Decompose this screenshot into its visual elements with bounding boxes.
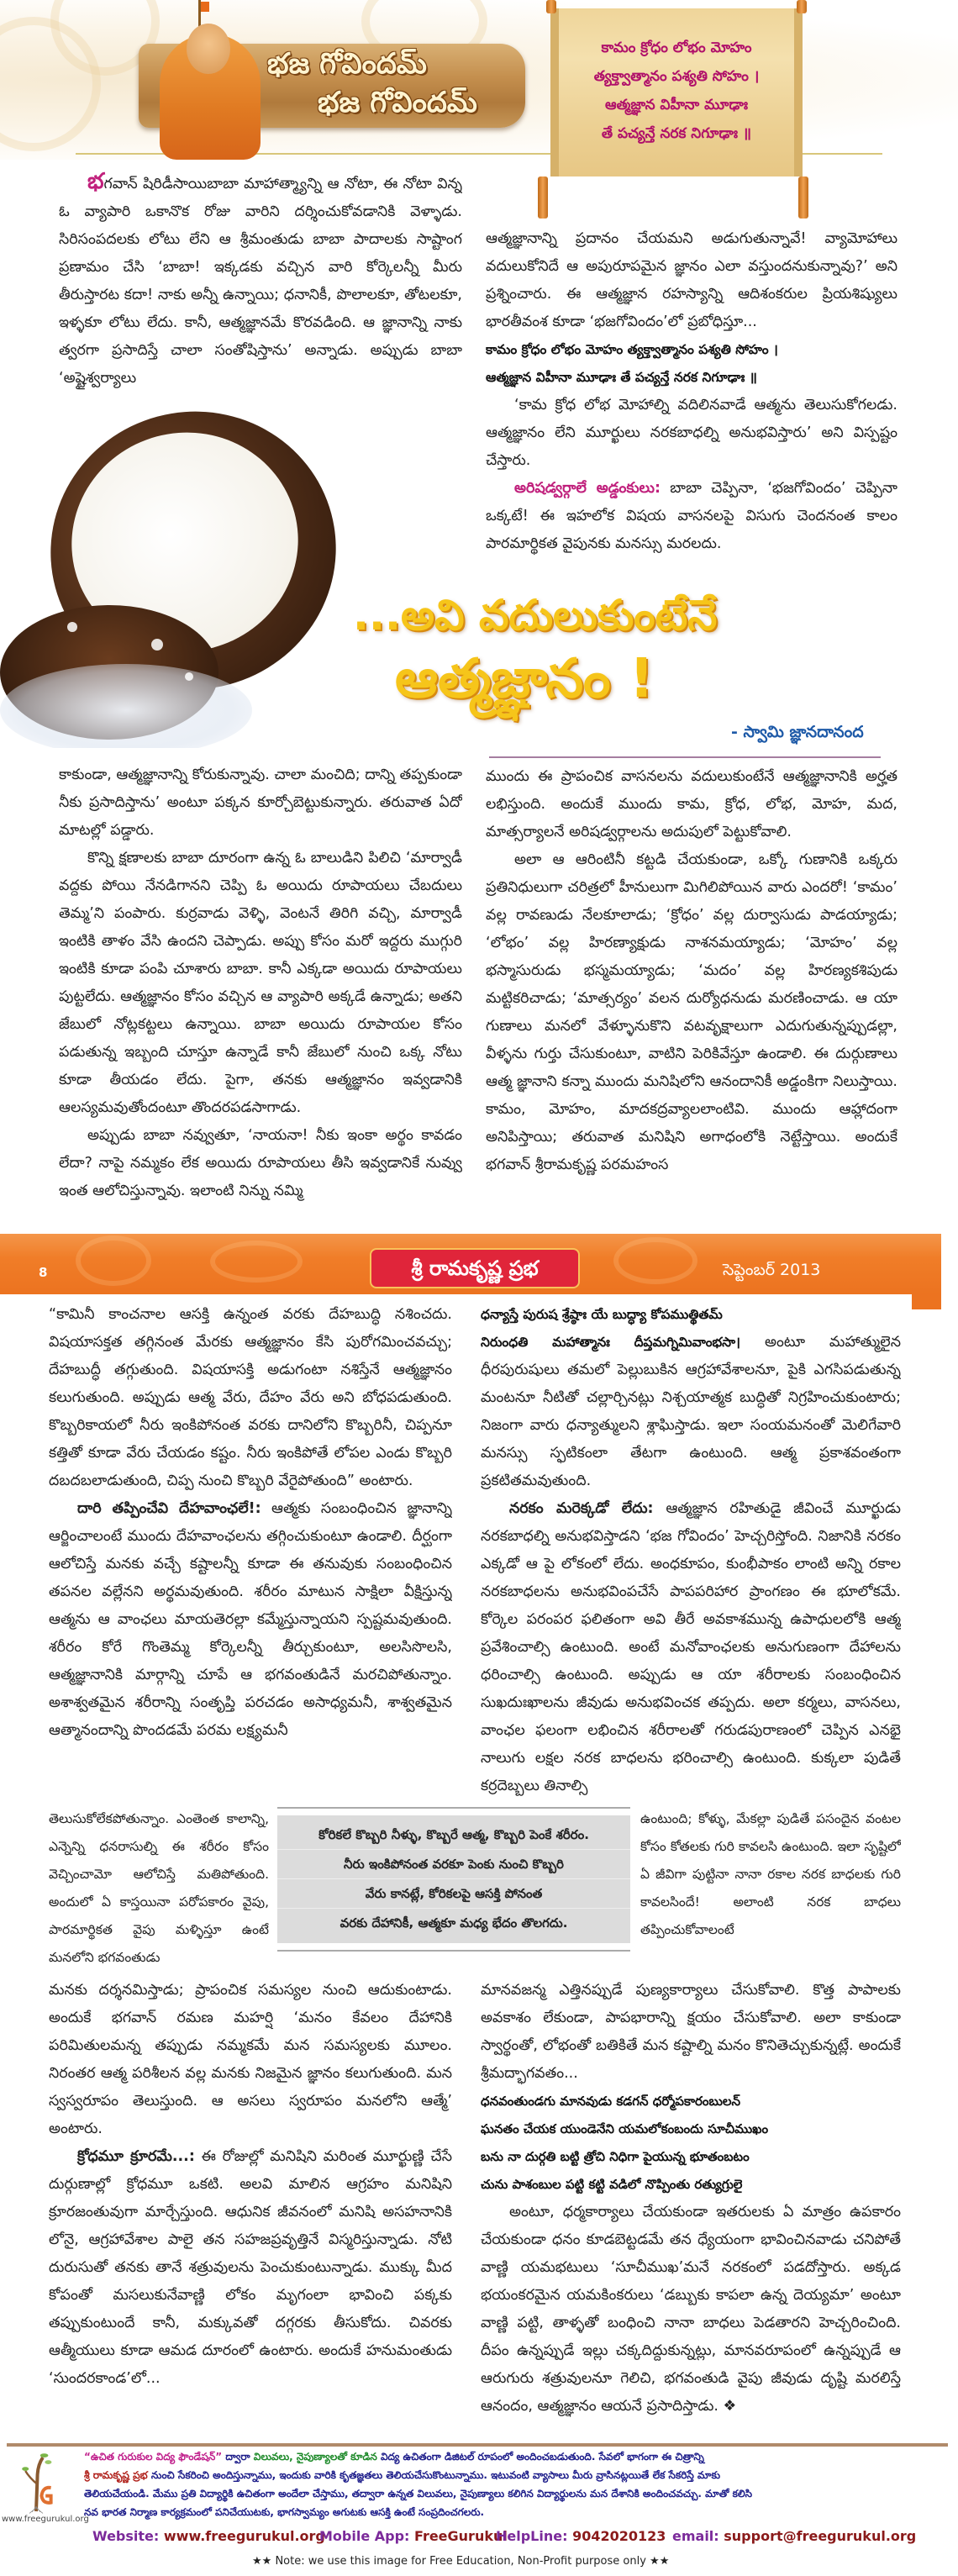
verse-line: ధన్యాస్తే పురుష శ్రేష్ఠాః యే బుద్ధ్యా కోపముత్థితమ్ xyxy=(481,1307,723,1322)
intro-text: గవాన్ షిరిడీసాయిబాబా మాహాత్మ్యాన్ని ఆ నోటా, ఈ నోటా విన్న ఓ వ్యాపారి ఒకానొక రోజు వారిని దర్శించుకోవడానికి వెళ్ళాడు. సిరిసంపదలకు లోటు లేని ఆ శ్రీమంతుడు బాబా పాదాలకు సాష్టాంగ ప్రణామం చేసి ‘బాబా! ఇక్కడకు వచ్చిన వారి కోర్కెలన్నీ మీరు తీరుస్తారట కదా! నాకు అన్నీ ఉన్నాయి; ధనానికీ, పొలాలకూ, తోటలకూ, ఇళ్ళకూ లోటు లేదు. కానీ, ఆత్మజ్ఞానమే కొరవడింది. ఆ జ్ఞానాన్ని నాకు త్వరగా ప్రసాదిస్తే చాలా సంతోషిస్తాను’ అన్నాడు. అప్పుడు బాబా ‘అష్టైశ్వర్యాలు xyxy=(59,176,462,387)
author-name: - స్వామి జ్ఞానదానంద xyxy=(731,723,864,741)
callout-line: వేరు కానట్లే, కోరికలపై ఆసక్తి పోనంత xyxy=(277,1879,630,1909)
divider xyxy=(489,756,881,758)
callout-box xyxy=(277,1815,630,1943)
email-label: email: xyxy=(672,2528,719,2544)
water-drop xyxy=(67,622,77,632)
article-title-line2: ఆత్మజ్ఞానం ! xyxy=(395,648,655,710)
callout-line: వరకు దేహానికీ, ఆత్మకూ మధ్య భేదం తొలగదు. xyxy=(340,1915,568,1931)
subheading-dari: దారి తప్పించేవి దేహవాంఛలే!: xyxy=(77,1500,261,1517)
email-link[interactable]: support@freegurukul.org xyxy=(724,2528,917,2544)
org-name: “ఉచిత గురుకుల విద్య ఫౌండేషన్” xyxy=(84,2451,223,2463)
page2-col-right-lower xyxy=(481,1977,901,2437)
paragraph: అంటూ మహాత్ములైన ధీరపురుషులు తమలో పెల్లుబుకిన ఆగ్రహావేశాలనూ, పైకి ఎగసిపడుతున్న మంటనూ నీటితో చల్లార్చినట్లు నిశ్చయాత్మక బుద్ధితో నిగ్రహించుకుంటారు; నిజంగా వారు ధన్యాత్ములని శ్లాఘిస్తాడు. ఇలా సంయమనంతో మెలిగేవారి మనస్సు స్ఫటికంలా తేటగా ఉంటుంది. ఆత్మ ప్రకాశవంతంగా ప్రకటితమవుతుంది. xyxy=(481,1334,901,1489)
subheading-arishadvarga: అరిషడ్వర్గాలే అడ్డంకులు: xyxy=(514,480,661,497)
verse-scroll xyxy=(550,8,803,176)
page2-col-left-narrow xyxy=(49,1805,269,1972)
callout-top-rule xyxy=(277,1807,630,1809)
subheading-naraka: నరకం మరెక్కడో లేదు: xyxy=(509,1500,654,1517)
verse-line: కామం క్రోధం లోభం మోహం త్యక్త్వాత్మానం పశ్యతి సోహం । xyxy=(486,342,778,357)
paragraph: “కామినీ కాంచనాల ఆసక్తి ఉన్నంత వరకు దేహబుద్ధి నశించదు. విషయాసక్తత తగ్గినంత మేరకు ఆత్మజ్ఞానం కేసి పురోగమించవచ్చు; దేహబుద్ధీ తగ్గుతుంది. విషయాసక్తి అడుగంటా నశిస్తేనే ఆత్మజ్ఞానం కలుగుతుంది. అప్పుడు ఆత్మ వేరు, దేహం వేరు అని బోధపడుతుంది. కొబ్బరికాయలో నీరు ఇంకిపోనంత వరకు దానిలోని కొబ్బరినీ, చిప్పనూ కత్తితో కూడా వేరు చేయడం కష్టం. నీరు ఇంకిపోతే లోపల ఎండు కొబ్బరి దబదబలాడుతుంది, చిప్ప నుంచి కొబ్బరి వేరైపోతుంది” అంటారు. xyxy=(49,1306,452,1489)
helpline-number[interactable]: 9042020123 xyxy=(572,2528,666,2544)
app-contact[interactable] xyxy=(319,2528,508,2544)
page2-col-left xyxy=(49,1301,452,1800)
banner-title-line1: భజ గోవిందమ్ xyxy=(267,47,427,81)
coconut-image xyxy=(0,395,336,748)
paragraph: ఆత్మకు సంబంధించిన జ్ఞానాన్ని ఆర్జించాలంటే ముందు దేహవాంఛలను తగ్గించుకుంటూ ఉండాలి. దీర్ఘంగా ఆలోచిస్తే మనకు వచ్చే కష్టాలన్నీ కూడా ఈ తనువుకు సంబంధించిన తపనల వల్లేనని అర్థమవుతుంది. శరీరం మాటున సాక్షిలా వీక్షిస్తున్న ఆత్మను ఆ వాంఛలు మాయతెరల్లా కమ్మేస్తున్నాయని స్పష్టమవుతుంది. శరీరం కోరే గొంతెమ్మ కోర్కెలన్నీ తీర్చుకుంటూ, అలసిసొలసి, ఆత్మజ్ఞానానికి మార్గాన్ని చూపే ఆ భగవంతుడినే మరచిపోతున్నాం. అశాశ్వతమైన శరీరాన్ని సంతృప్తి పరచడం అసాధ్యమనీ, శాశ్వతమైన ఆత్మానందాన్ని పొందడమే పరమ లక్ష్యమనీ xyxy=(49,1500,452,1739)
scroll-verse-line: తే పచ్యన్తే నరక నిగూఢాః ॥ xyxy=(601,125,752,142)
footer-text: విద్య ఉచితంగా డిజిటల్ రూపంలో అందించబడుతుంది. సేవలో భాగంగా ఈ చిత్రాన్ని xyxy=(376,2451,704,2463)
footer-text: విలువలు, నైపుణ్యాలతో కూడిన xyxy=(253,2451,377,2463)
flag-icon xyxy=(201,2,209,12)
page2-col-left-lower xyxy=(49,1977,452,2437)
logo-url: www.freegurukul.org xyxy=(2,2515,89,2524)
water-drop xyxy=(185,672,193,681)
band-ornament xyxy=(76,1235,151,1286)
verse-line: బను నా దుర్గతి బట్టి త్రోచి నిధిగా పైయున్న భూతంబటం xyxy=(481,2149,750,2164)
page2-col-right-narrow xyxy=(640,1805,901,1972)
scroll-rod-icon xyxy=(797,0,807,13)
website-contact[interactable] xyxy=(92,2528,325,2544)
footer-rule xyxy=(7,2443,948,2447)
paragraph: ‘కామ క్రోధ లోభ మోహాల్ని వదిలినవాడే ఆత్మను తెలుసుకోగలడు. ఆత్మజ్ఞానం లేని మూర్ఖులు నరకబాధల్ని అనుభవిస్తారు’ అని విస్పష్టం చేస్తారు. xyxy=(486,397,897,469)
footer-text: నుంచి సేకరించి అందిస్తున్నాము, ఇందుకు వారికి కృతజ్ఞతలు తెలియచేసుకొంటున్నాము. ఇటువంటి వ్యాసాలు మీరు వ్రాసినట్లయితే లేక సేకరిస్తే మాకు xyxy=(147,2469,720,2481)
website-label: Website: xyxy=(92,2528,160,2544)
article-col-left-bottom xyxy=(59,761,462,1230)
website-link[interactable]: www.freegurukul.org xyxy=(163,2528,325,2544)
issue-date: సెప్టెంబర్ 2013 xyxy=(723,1261,821,1279)
footer-text: నవ భారత నిర్మాణ కార్యక్రమంలో పనిచేయుటకు, భాగస్వామ్యం అగుటకు ఆసక్తి ఉంటే సంప్రదించగలరు. xyxy=(84,2506,485,2518)
paragraph: ఆత్మజ్ఞానాన్ని ప్రదానం చేయమని అడుగుతున్నావే! వ్యామోహాలు వదులుకోనిదే ఆ అపురూపమైన జ్ఞానం ఎలా వస్తుందనుకున్నావు?’ అని ప్రశ్నించారు. ఈ ఆత్మజ్ఞాన రహస్యాన్ని ఆదిశంకరుల ప్రియశిష్యులు భారతీవంశ కూడా ‘భజగోవిందం’లో ప్రబోధిస్తూ... xyxy=(486,230,897,330)
paragraph: అలా ఆ ఆరింటినీ కట్టడి చేయకుండా, ఒక్కో గుణానికి ఒక్కరు ప్రతినిధులుగా చరిత్రలో హీనులుగా మిగిలిపోయిన వారు ఎందరో! ‘కామం’ వల్ల రావణుడు నేలకూలాడు; ‘క్రోధం’ వల్ల దుర్వాసుడు పాడయ్యాడు; ‘లోభం’ వల్ల హిరణ్యాక్షుడు నాశనమయ్యాడు; ‘మోహం’ వల్ల భస్మాసురుడు భస్మమయ్యాడు; ‘మదం’ వల్ల హిరణ్యకశిపుడు మట్టికరిచాడు; ‘మాత్సర్యం’ వలన దుర్యోధనుడు మరణించాడు. ఆ యా గుణాలు మనలో వేళ్ళూనుకొని వటవృక్షాలుగా ఎదుగుతున్నప్పుడల్లా, వీళ్ళను గుర్తు చేసుకుంటూ, వాటిని పెరికివేస్తూ ఉండాలి. ఈ దుర్గుణాలు ఆత్మ జ్ఞానాని కన్నా ముందు మనిషిలోని ఆనందానికీ అడ్డంకిగా నిలుస్తాయి. కామం, మోహం, మాదకద్రవ్యాలలాంటివి. ముందు ఆహ్లాదంగా అనిపిస్తాయి; తరువాత మనిషిని అగాధంలోకి నెట్టేస్తాయి. అందుకే భగవాన్ శ్రీరామకృష్ణ పరమహంస xyxy=(486,851,897,1173)
callout-line: కోరికలే కొబ్బరి నీళ్ళు, కొబ్బరే ఆత్మ, కొబ్బరి పెంకే శరీరం. xyxy=(277,1820,630,1850)
verse-line: నిరుంధతి మహాత్మానః దీప్తమగ్నిమివాంభసా। xyxy=(481,1335,741,1350)
footer-text: ద్వారా xyxy=(222,2451,254,2463)
freegurukul-logo-icon xyxy=(10,2447,69,2515)
verse-line: ఆత్మజ్ఞాన విహీనా మూఢాః తే పచ్యన్తే నరక నిగూఢాః ॥ xyxy=(486,370,757,385)
paragraph: కాకుండా, ఆత్మజ్ఞానాన్ని కోరుకున్నావు. చాలా మంచిది; దాన్ని తప్పకుండా నీకు ప్రసాదిస్తాను’ అంటూ పక్కన కూర్చోబెట్టుకున్నారు. తరువాత ఏదో మాటల్లో పడ్డారు. xyxy=(59,766,462,839)
page-number: 8 xyxy=(39,1265,48,1280)
helpline-contact[interactable] xyxy=(496,2528,666,2544)
article-intro xyxy=(59,168,462,390)
scroll-verse-line: ఆత్మజ్ఞాన విహీనా మూఢాః xyxy=(604,97,749,113)
callout-line: నీరు ఇంకిపోనంత వరకూ పెంకు నుంచి కొబ్బరి xyxy=(277,1850,630,1879)
magazine-credit: శ్రీ రామకృష్ణ ప్రభ xyxy=(84,2469,148,2481)
band-tab xyxy=(912,1294,941,1309)
banner-title-line2: భజ గోవిందమ్ xyxy=(318,86,477,119)
drop-cap: భ xyxy=(87,169,104,194)
paragraph: ఆత్మజ్ఞాన రహితుడై జీవించే మూర్ఖుడు నరకబాధల్ని అనుభవిస్తాడని ‘భజ గోవిందం’ హెచ్చరిస్తోంది. నిజానికి నరకం ఎక్కడో ఆ పై లోకంలో లేదు. అంధకూపం, కుంభీపాకం లాంటి అన్ని రకాల నరకబాధలను అనుభవింపచేసే పాపపరిహార ప్రాంగణం ఈ భూలోకమే. కోర్కెల పరంపర ఫలితంగా అవి తీరే అవకాశమున్న ఉపాధులలోకి ఆత్మ ప్రవేశించాల్సి ఉంటుంది. అంటే మనోవాంఛలకు అనుగుణంగా దేహాలను ధరించాల్సి ఉంటుంది. అప్పుడు ఆ యా శరీరాలకు సంబంధించిన సుఖదుఃఖాలను జీవుడు అనుభవించక తప్పదు. అలా కర్మలు, వాసనలు, వాంఛల ఫలంగా లభించిన శరీరాలతో గరుడపురాణంలో చెప్పిన ఎనభై నాలుగు లక్షల నరక బాధలను భరించాల్సి ఉంటుంది. కుక్కలా పుడితే కర్రదెబ్బలు తినాల్సి xyxy=(481,1500,901,1794)
scroll-verse-line: త్యక్త్వాత్మానం పశ్యతి సోహం । xyxy=(593,68,760,85)
verse-line: ధనవంతుండగు మానవుడు కడగన్ ధర్మోపకారంబులన్ xyxy=(481,2094,741,2109)
article-title-line1: ...అవి వదులుకుంటేనే xyxy=(353,591,718,640)
scroll-rod-icon xyxy=(798,176,808,219)
paragraph: ముందు ఈ ప్రాపంచిక వాసనలను వదులుకుంటేనే ఆత్మజ్ఞానానికి అర్హత లభిస్తుంది. అందుకే ముందు కామ, క్రోధ, లోభ, మోహ, మద, మాత్సర్యాలనే అరిషడ్వర్గాలను అదుపులో పెట్టుకోవాలి. xyxy=(486,768,897,840)
water-drop xyxy=(151,639,163,651)
article-col-right-top xyxy=(486,225,897,582)
paragraph: ఈ రోజుల్లో మనిషిని మరింత మూర్ఖుణ్ణి చేసే దుర్గుణాల్లో క్రోధమూ ఒకటి. అలవి మాలిన ఆగ్రహం మనిషిని క్రూరజంతువుగా మార్చేస్తుంది. ఆధునిక జీవనంలో మనిషి అసహనానికి లోనై, ఆగ్రహావేశాల పాలై తన సహజప్రవృత్తినే విస్మరిస్తున్నాడు. నోటి దురుసుతో తనకు తానే శత్రువులను పెంచుకుంటున్నాడు. ముక్కు మీద కోపంతో మసలుకునేవాణ్ణి లోకం మృగంలా భావించి పక్కకు తప్పుకుంటుందే కానీ, మక్కువతో దగ్గరకు తీసుకోదు. చివరకు ఆత్మీయులు కూడా ఆమడ దూరంలో ఉంటారు. అందుకే హనుమంతుడు ‘సుందరకాండ’లో... xyxy=(49,2148,452,2387)
scroll-rod-icon xyxy=(538,176,548,219)
scroll-rod-icon xyxy=(546,0,556,13)
verse-line: ఘనతం చేయక యుండెనేని యమలోకంబందు సూచీముఖం xyxy=(481,2121,769,2136)
paragraph: తెలుసుకోలేకపోతున్నాం. ఎంతెంత కాలాన్ని, ఎన్నెన్ని ధనరాసుల్ని ఈ శరీరం కోసం వెచ్చించామో ఆలోచిస్తే మతిపోతుంది. అందులో ఏ కాస్తయినా పరోపకారం వైపు, పారమార్థికత వైపు మళ్ళిస్తూ ఉంటే మనలోని భగవంతుడు xyxy=(49,1811,269,1965)
paragraph: బాబా చెప్పినా, ‘భజగోవిందం’ చెప్పినా ఒక్కటే! ఈ ఇహలోక విషయ వాసనలపై విసుగు చెందనంత కాలం పారమార్థికత వైపునకు మనస్సు మరలదు. xyxy=(486,480,897,552)
paragraph: అంటూ, ధర్మకార్యాలు చేయకుండా ఇతరులకు ఏ మాత్రం ఉపకారం చేయకుండా ధనం కూడబెట్టడమే తన ధ్యేయంగా భావించినవాడు చనిపోతే వాణ్ణి యమభటులు ‘సూచీముఖ’మనే నరకంలో పడదోస్తారు. అక్కడ భయంకరమైన యమకింకరులు ‘డబ్బుకు కాపలా ఉన్న దెయ్యమా’ అంటూ వాణ్ణి పట్టి, తాళ్ళతో బంధించి నానా బాధలు పెడతారని హెచ్చరించింది. దీపం ఉన్నప్పుడే ఇల్లు చక్కదిద్దుకున్నట్లు, మానవరూపంలో ఉన్నప్పుడే ఆ ఆరుగురు శత్రువులనూ గెలిచి, భగవంతుడి వైపు జీవుడు దృష్టి మరలిస్తే ఆనందం, ఆత్మజ్ఞానం ఆయనే ప్రసాదిస్తాడు. ❖ xyxy=(481,2204,901,2415)
usage-note: ★★ Note: we use this image for Free Education, Non-Profit purpose only ★★ xyxy=(252,2555,670,2568)
page2-col-right xyxy=(481,1301,901,1800)
app-link[interactable]: FreeGurukul xyxy=(414,2528,508,2544)
app-label: Mobile App: xyxy=(319,2528,410,2544)
verse-line: చును పాశంబుల పట్టి కట్టి వడిలో నొప్పింతు రత్యుగ్రులై xyxy=(481,2177,743,2192)
paragraph: మనకు దర్శనమిస్తాడు; ప్రాపంచిక సమస్యల నుంచి ఆదుకుంటాడు. అందుకే భగవాన్ రమణ మహర్షి ‘మనం కేవలం దేహానికి పరిమితులమన్న తప్పుడు నమ్మకమే మన సమస్యలకు మూలం. నిరంతర ఆత్మ పరిశీలన వల్ల మనకు నిజమైన జ్ఞానం కలుగుతుంది. మన స్వస్వరూపం తెలుస్తుంది. ఆ అసలు స్వరూపం మనలోని ఆత్మే’ అంటారు. xyxy=(49,1982,452,2137)
subheading-krodha: క్రోధమూ క్రూరమే...: xyxy=(77,2148,195,2165)
helpline-label: HelpLine: xyxy=(496,2528,568,2544)
footer-text: తెలియచేయండి. మేము ప్రతి విద్యార్థికి ఉచితంగా అందేలా చేస్తాము, తద్వారా ఉన్నత విలువలు, నైపుణ్యాలు కలిగిన విద్యార్థులను మన దేశానికి అందించవచ్చు. మాతో కలిసి xyxy=(84,2488,753,2500)
band-ornament xyxy=(210,1241,303,1283)
footer-message xyxy=(84,2447,950,2523)
paragraph: ఉంటుంది; కోళ్ళు, మేకల్లా పుడితే పసందైన వంటల కోసం కోతలకు గురి కావలసి ఉంటుంది. ఇలా సృష్టిలో ఏ జీవిగా పుట్టినా నానా రకాల నరక బాధలకు గురి కావలసిందే! అలాంటి నరక బాధలు తప్పించుకోవాలంటే xyxy=(640,1811,901,1937)
paragraph: మానవజన్మ ఎత్తినప్పుడే పుణ్యకార్యాలు చేసుకోవాలి. కొత్త పాపాలకు అవకాశం లేకుండా, పాపభారాన్ని క్షయం చేసుకోవాలి. అలా కాకుండా స్వార్థంతో, లోభంతో బతికితే మన కష్టాల్ని మనం కొనితెచ్చుకున్నట్లే. అందుకే శ్రీమద్భాగవతం... xyxy=(481,1982,901,2082)
article-col-right-bottom xyxy=(486,763,897,1230)
callout-bottom-rule xyxy=(277,1950,630,1952)
scroll-verse-line: కామం క్రోధం లోభం మోహం xyxy=(601,40,752,56)
magazine-logo: శ్రీ రామకృష్ణ ప్రభ xyxy=(370,1248,580,1288)
adi-shankara-head xyxy=(187,24,230,74)
water-splash xyxy=(0,664,252,748)
paragraph: కొన్ని క్షణాలకు బాబా దూరంగా ఉన్న ఓ బాలుడిని పిలిచి ‘మార్వాడీ వద్దకు పోయి నేనడిగానని చెప్పి ఓ అయిదు రూపాయలు చేబదులు తెమ్మ’ని పంపారు. కుర్రవాడు వెళ్ళి, వెంటనే తిరిగి వచ్చి, మార్వాడీ ఇంటికి తాళం వేసి ఉందని చెప్పాడు. అప్పు కోసం మరో ఇద్దరు ముగ్గురి ఇంటికి కూడా పంపి చూశారు బాబా. కానీ ఎక్కడా అయిదు రూపాయలు పుట్టలేదు. ఆత్మజ్ఞానం కోసం వచ్చిన ఆ వ్యాపారి అక్కడే ఉన్నాడు; అతని జేబులో నోట్లకట్టలు ఉన్నాయి. బాబా అయిదు రూపాయల కోసం పడుతున్న ఇబ్బంది చూస్తూ ఉన్నాడే కానీ జేబులో నుంచి ఒక్క నోటు కూడా తీయడం లేదు. పైగా, తనకు ఆత్మజ్ఞానం ఇవ్వడానికి ఆలస్యమవుతోందంటూ తొందరపడసాగాడు. xyxy=(59,850,462,1116)
email-contact[interactable] xyxy=(672,2528,916,2544)
paragraph: అప్పుడు బాబా నవ్వుతూ, ‘నాయనా! నీకు ఇంకా అర్థం కావడం లేదా? నాపై నమ్మకం లేక అయిదు రూపాయలు తీసి ఇవ్వడానికే నువ్వు ఇంత ఆలోచిస్తున్నావు. ఇలాంటి నిన్ను నమ్మి xyxy=(59,1127,462,1199)
band-ornament xyxy=(613,1237,697,1284)
